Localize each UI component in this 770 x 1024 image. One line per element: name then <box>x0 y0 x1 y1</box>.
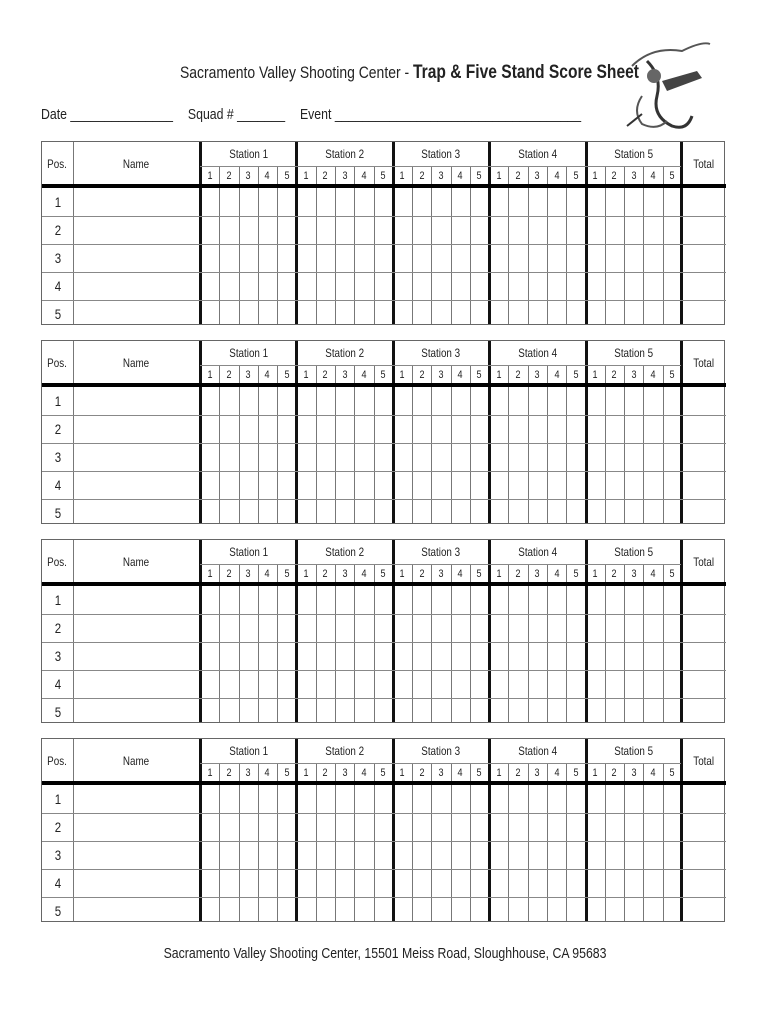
shot-number-header: 5 <box>477 170 483 182</box>
shot-number-header: 3 <box>342 170 348 182</box>
position-number: 1 <box>54 194 61 210</box>
name-input-cell[interactable] <box>73 785 200 813</box>
shot-number-header: 2 <box>322 568 328 580</box>
shot-number-header: 2 <box>419 568 425 580</box>
total-input-cell[interactable] <box>681 499 726 527</box>
total-input-cell[interactable] <box>681 642 726 670</box>
station-header: Station 3 <box>421 346 461 360</box>
shot-number-header: 5 <box>573 568 579 580</box>
shot-number-header: 3 <box>534 568 540 580</box>
pos-header: Pos. <box>47 754 68 768</box>
name-header: Name <box>123 157 150 171</box>
station-header: Station 3 <box>421 545 461 559</box>
shot-number-header: 3 <box>534 369 540 381</box>
shot-number-header: 1 <box>592 767 598 779</box>
shot-number-header: 4 <box>361 369 367 381</box>
position-number: 2 <box>54 421 61 437</box>
name-input-cell[interactable] <box>73 869 200 897</box>
shot-number-header: 1 <box>303 170 309 182</box>
shot-number-header: 5 <box>669 170 675 182</box>
position-number: 5 <box>54 704 61 720</box>
shot-number-header: 2 <box>515 170 521 182</box>
shot-number-header: 3 <box>631 369 637 381</box>
squad-field[interactable]: Squad # _______ <box>187 106 286 123</box>
station-header: Station 1 <box>228 744 268 758</box>
shot-number-header: 2 <box>515 568 521 580</box>
shot-number-header: 1 <box>496 767 502 779</box>
shot-number-header: 5 <box>573 767 579 779</box>
total-input-cell[interactable] <box>681 387 726 415</box>
shot-number-header: 4 <box>650 170 656 182</box>
date-field[interactable]: Date _______________ <box>41 106 174 123</box>
shot-number-header: 3 <box>342 568 348 580</box>
divider <box>200 763 681 764</box>
shot-number-header: 5 <box>380 369 386 381</box>
total-header: Total <box>693 356 714 370</box>
position-number: 4 <box>54 477 61 493</box>
shot-number-header: 1 <box>496 568 502 580</box>
position-number: 5 <box>54 505 61 521</box>
total-input-cell[interactable] <box>681 272 726 300</box>
station-header: Station 4 <box>517 147 557 161</box>
shot-number-header: 3 <box>342 369 348 381</box>
shot-number-header: 5 <box>669 568 675 580</box>
shot-number-header: 5 <box>284 170 290 182</box>
shot-number-header: 2 <box>611 767 618 779</box>
shot-number-header: 2 <box>419 369 425 381</box>
name-input-cell[interactable] <box>73 614 200 642</box>
divider <box>200 365 681 366</box>
name-header: Name <box>123 754 150 768</box>
shot-number-header: 2 <box>322 170 328 182</box>
squad-score-table <box>41 738 725 922</box>
name-input-cell[interactable] <box>73 188 200 216</box>
total-input-cell[interactable] <box>681 841 726 869</box>
shot-number-header: 5 <box>380 568 386 580</box>
shot-number-header: 3 <box>245 767 251 779</box>
total-input-cell[interactable] <box>681 586 726 614</box>
shot-number-header: 4 <box>457 369 463 381</box>
shot-number-header: 5 <box>284 369 290 381</box>
shot-number-header: 1 <box>399 568 405 580</box>
shot-number-header: 2 <box>419 767 425 779</box>
total-input-cell[interactable] <box>681 443 726 471</box>
station-header: Station 1 <box>228 545 268 559</box>
shot-number-header: 2 <box>419 170 425 182</box>
shot-number-header: 5 <box>477 767 483 779</box>
name-input-cell[interactable] <box>73 216 200 244</box>
shot-number-header: 2 <box>611 170 618 182</box>
name-input-cell[interactable] <box>73 586 200 614</box>
shot-number-header: 3 <box>438 568 444 580</box>
shot-number-header: 4 <box>264 568 270 580</box>
shot-number-header: 3 <box>534 170 540 182</box>
shot-number-header: 3 <box>631 767 637 779</box>
shot-number-header: 1 <box>399 170 405 182</box>
station-header: Station 2 <box>325 744 365 758</box>
shot-number-header: 4 <box>554 170 560 182</box>
shot-number-header: 4 <box>264 767 270 779</box>
shot-number-header: 3 <box>438 170 444 182</box>
name-input-cell[interactable] <box>73 670 200 698</box>
shot-number-header: 1 <box>592 170 598 182</box>
total-input-cell[interactable] <box>681 785 726 813</box>
station-header: Station 4 <box>517 346 557 360</box>
shot-number-header: 1 <box>592 568 598 580</box>
name-input-cell[interactable] <box>73 300 200 328</box>
name-input-cell[interactable] <box>73 698 200 726</box>
shooter-logo-icon <box>612 36 712 136</box>
shot-number-header: 3 <box>342 767 348 779</box>
shot-number-header: 4 <box>554 568 560 580</box>
squad-score-table <box>41 340 725 524</box>
station-header: Station 4 <box>517 545 557 559</box>
total-input-cell[interactable] <box>681 415 726 443</box>
shot-number-header: 1 <box>207 767 213 779</box>
shot-number-header: 1 <box>399 767 405 779</box>
shot-number-header: 5 <box>284 568 290 580</box>
name-input-cell[interactable] <box>73 387 200 415</box>
shot-number-header: 4 <box>650 568 656 580</box>
shot-number-header: 2 <box>515 369 521 381</box>
name-input-cell[interactable] <box>73 642 200 670</box>
name-header: Name <box>123 555 150 569</box>
shot-number-header: 5 <box>380 170 386 182</box>
shot-number-header: 3 <box>631 568 637 580</box>
shot-number-header: 5 <box>380 767 386 779</box>
shot-number-header: 1 <box>207 568 213 580</box>
total-input-cell[interactable] <box>681 216 726 244</box>
shot-number-header: 2 <box>515 767 521 779</box>
name-header: Name <box>123 356 150 370</box>
name-input-cell[interactable] <box>73 499 200 527</box>
shot-number-header: 2 <box>322 767 328 779</box>
shot-number-header: 5 <box>669 767 675 779</box>
divider <box>200 564 681 565</box>
name-input-cell[interactable] <box>73 443 200 471</box>
shot-number-header: 4 <box>554 767 560 779</box>
position-number: 1 <box>54 592 61 608</box>
total-input-cell[interactable] <box>681 244 726 272</box>
total-header: Total <box>693 157 714 171</box>
shot-number-header: 2 <box>226 170 232 182</box>
name-input-cell[interactable] <box>73 272 200 300</box>
shot-number-header: 2 <box>226 568 232 580</box>
event-field[interactable]: Event ____________________________________ <box>299 106 582 123</box>
shot-number-header: 5 <box>669 369 675 381</box>
position-number: 5 <box>54 306 61 322</box>
position-number: 4 <box>54 676 61 692</box>
shot-number-header: 3 <box>631 170 637 182</box>
total-header: Total <box>693 754 714 768</box>
station-header: Station 5 <box>614 346 654 360</box>
name-input-cell[interactable] <box>73 841 200 869</box>
shot-number-header: 4 <box>361 767 367 779</box>
squad-score-table <box>41 141 725 325</box>
shot-number-header: 1 <box>207 170 213 182</box>
name-input-cell[interactable] <box>73 244 200 272</box>
shot-number-header: 4 <box>361 568 367 580</box>
shot-number-header: 3 <box>438 767 444 779</box>
position-number: 3 <box>54 449 61 465</box>
station-header: Station 1 <box>228 346 268 360</box>
shot-number-header: 2 <box>226 767 232 779</box>
name-input-cell[interactable] <box>73 897 200 925</box>
shot-number-header: 4 <box>457 170 463 182</box>
shot-number-header: 4 <box>650 369 656 381</box>
shot-number-header: 3 <box>245 369 251 381</box>
shot-number-header: 5 <box>573 170 579 182</box>
name-input-cell[interactable] <box>73 813 200 841</box>
shot-number-header: 1 <box>207 369 213 381</box>
divider <box>200 166 681 167</box>
shot-number-header: 3 <box>245 170 251 182</box>
station-header: Station 5 <box>614 545 654 559</box>
shot-number-header: 5 <box>573 369 579 381</box>
position-number: 4 <box>54 278 61 294</box>
shot-number-header: 4 <box>554 369 560 381</box>
total-input-cell[interactable] <box>681 471 726 499</box>
total-input-cell[interactable] <box>681 869 726 897</box>
position-number: 4 <box>54 875 61 891</box>
shot-number-header: 5 <box>477 369 483 381</box>
squad-score-table <box>41 539 725 723</box>
position-number: 2 <box>54 222 61 238</box>
total-input-cell[interactable] <box>681 698 726 726</box>
station-header: Station 2 <box>325 545 365 559</box>
shot-number-header: 3 <box>245 568 251 580</box>
sheet-meta-fields <box>41 106 593 123</box>
shot-number-header: 1 <box>303 568 309 580</box>
shot-number-header: 2 <box>226 369 232 381</box>
name-input-cell[interactable] <box>73 415 200 443</box>
total-header: Total <box>693 555 714 569</box>
position-number: 1 <box>54 393 61 409</box>
shot-number-header: 5 <box>477 568 483 580</box>
shot-number-header: 5 <box>284 767 290 779</box>
shot-number-header: 1 <box>592 369 598 381</box>
station-header: Station 4 <box>517 744 557 758</box>
station-header: Station 5 <box>614 744 654 758</box>
shot-number-header: 4 <box>457 767 463 779</box>
shot-number-header: 4 <box>264 369 270 381</box>
total-input-cell[interactable] <box>681 897 726 925</box>
total-input-cell[interactable] <box>681 614 726 642</box>
shot-number-header: 3 <box>438 369 444 381</box>
shot-number-header: 3 <box>534 767 540 779</box>
shot-number-header: 2 <box>322 369 328 381</box>
shot-number-header: 1 <box>399 369 405 381</box>
shot-number-header: 4 <box>650 767 656 779</box>
station-header: Station 2 <box>325 346 365 360</box>
position-number: 2 <box>54 819 61 835</box>
station-header: Station 1 <box>228 147 268 161</box>
total-input-cell[interactable] <box>681 188 726 216</box>
position-number: 3 <box>54 847 61 863</box>
shot-number-header: 1 <box>303 369 309 381</box>
shot-number-header: 1 <box>303 767 309 779</box>
shot-number-header: 1 <box>496 369 502 381</box>
footer-address: Sacramento Valley Shooting Center, 15501 Meiss Road, Sloughhouse, CA 95683 <box>163 945 607 962</box>
station-header: Station 3 <box>421 147 461 161</box>
position-number: 3 <box>54 250 61 266</box>
position-number: 2 <box>54 620 61 636</box>
shot-number-header: 4 <box>361 170 367 182</box>
total-input-cell[interactable] <box>681 813 726 841</box>
shot-number-header: 2 <box>611 369 618 381</box>
position-number: 1 <box>54 791 61 807</box>
pos-header: Pos. <box>47 555 68 569</box>
position-number: 5 <box>54 903 61 919</box>
station-header: Station 2 <box>325 147 365 161</box>
shot-number-header: 4 <box>264 170 270 182</box>
position-number: 3 <box>54 648 61 664</box>
shot-number-header: 1 <box>496 170 502 182</box>
total-input-cell[interactable] <box>681 670 726 698</box>
pos-header: Pos. <box>47 157 68 171</box>
station-header: Station 5 <box>614 147 654 161</box>
shot-number-header: 4 <box>457 568 463 580</box>
total-input-cell[interactable] <box>681 300 726 328</box>
page-title: Sacramento Valley Shooting Center - Trap & Five Stand Score Sheet <box>180 62 639 83</box>
name-input-cell[interactable] <box>73 471 200 499</box>
shot-number-header: 2 <box>611 568 618 580</box>
pos-header: Pos. <box>47 356 68 370</box>
station-header: Station 3 <box>421 744 461 758</box>
